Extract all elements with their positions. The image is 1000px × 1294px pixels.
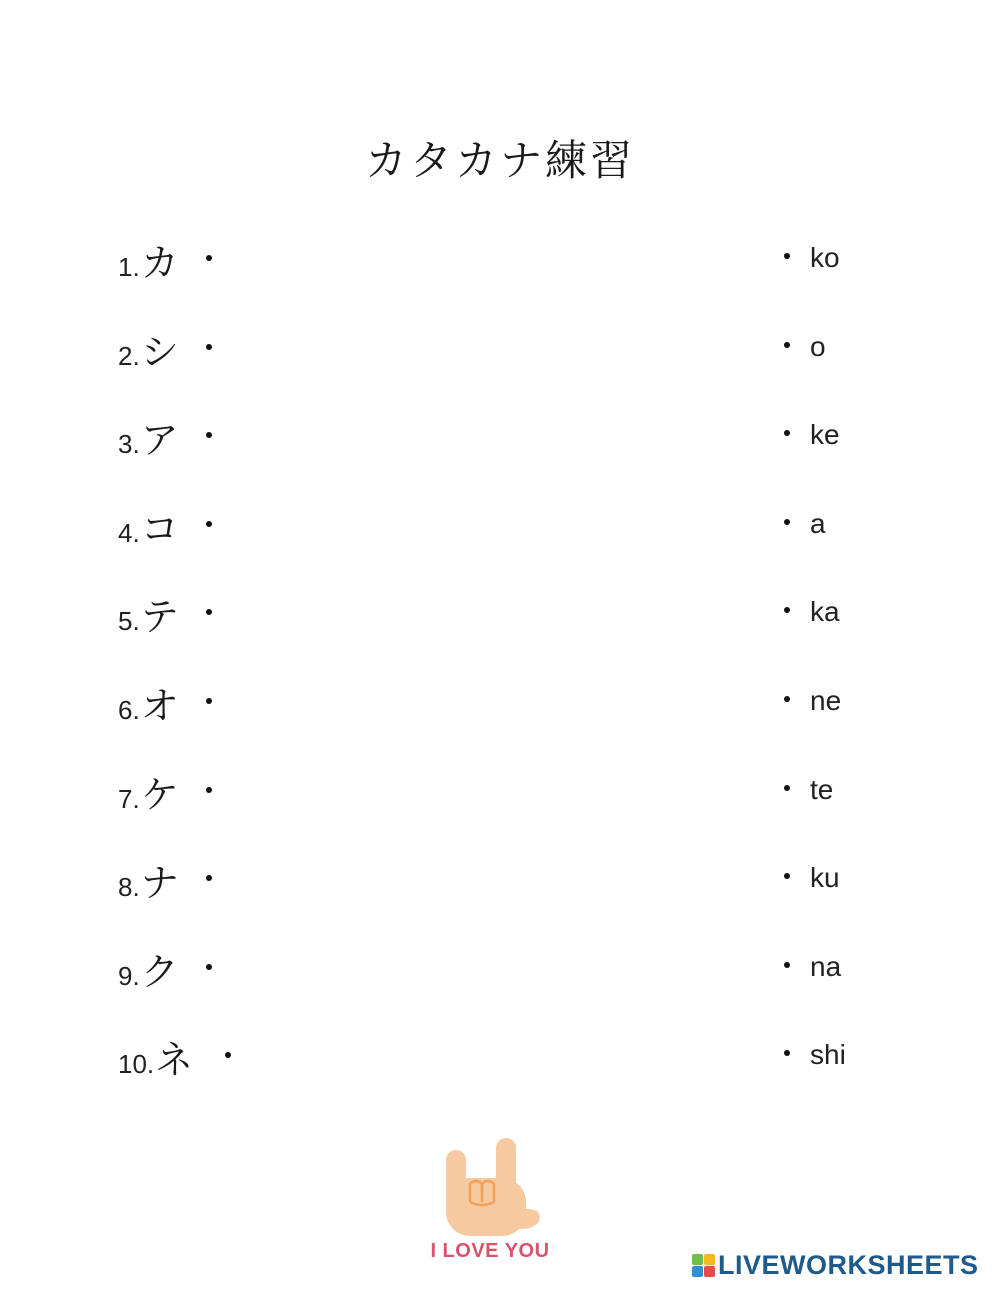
right-match-dot[interactable] (784, 342, 790, 348)
romaji-item[interactable]: ne (810, 685, 842, 716)
item-number: 5. (118, 606, 140, 637)
katakana-item[interactable] (118, 764, 179, 819)
left-match-dot[interactable] (206, 255, 212, 261)
item-number: 8. (118, 872, 140, 903)
match-row (0, 409, 1000, 469)
match-row (0, 232, 1000, 292)
katakana-item[interactable] (118, 1029, 193, 1084)
romaji-item[interactable]: o (810, 330, 826, 362)
right-match-dot[interactable] (784, 253, 790, 259)
left-match-dot[interactable] (206, 875, 212, 881)
right-match-dot[interactable] (784, 785, 790, 791)
katakana-character: カ (140, 241, 179, 285)
match-row (0, 1029, 1000, 1089)
right-match-dot[interactable] (784, 519, 790, 525)
katakana-character: ケ (140, 772, 179, 817)
katakana-character: ク (140, 949, 179, 994)
romaji-item[interactable]: ke (810, 419, 840, 451)
katakana-item[interactable] (118, 232, 179, 287)
right-match-dot[interactable] (784, 873, 790, 879)
romaji-item[interactable]: ku (810, 862, 840, 894)
match-row (0, 852, 1000, 912)
item-number: 10. (118, 1049, 155, 1080)
katakana-character: ナ (140, 861, 179, 906)
right-match-dot[interactable] (784, 696, 790, 702)
katakana-character: コ (140, 506, 179, 551)
right-match-dot[interactable] (784, 607, 790, 613)
illustration-caption: I LOVE YOU (430, 1240, 550, 1262)
worksheet-title: カタカナ練習 (364, 136, 635, 185)
romaji-item[interactable]: a (810, 507, 826, 539)
romaji-item[interactable]: te (810, 773, 834, 805)
katakana-character: ア (140, 418, 179, 463)
katakana-item[interactable] (118, 586, 179, 641)
katakana-item[interactable] (118, 321, 179, 376)
katakana-character: シ (140, 329, 179, 374)
left-match-dot[interactable] (206, 964, 212, 970)
katakana-character: テ (140, 595, 179, 640)
item-number: 2. (118, 340, 140, 371)
left-match-dot[interactable] (206, 521, 212, 527)
liveworksheets-logo[interactable] (692, 1250, 979, 1281)
item-number: 7. (118, 783, 140, 814)
item-number: 9. (118, 960, 140, 991)
katakana-item[interactable] (118, 498, 179, 553)
match-row (0, 764, 1000, 824)
romaji-item[interactable]: na (810, 950, 842, 982)
left-match-dot[interactable] (206, 344, 212, 350)
romaji-item[interactable]: ka (810, 596, 840, 628)
right-match-dot[interactable] (784, 1050, 790, 1056)
brand-name: LIVEWORKSHEETS (718, 1250, 979, 1280)
match-row (0, 498, 1000, 558)
match-row (0, 321, 1000, 381)
left-match-dot[interactable] (206, 432, 212, 438)
katakana-item[interactable] (118, 675, 179, 730)
katakana-item[interactable] (118, 941, 179, 996)
left-match-dot[interactable] (225, 1052, 231, 1058)
left-match-dot[interactable] (206, 609, 212, 615)
hand-sign-icon (430, 1130, 560, 1250)
match-row (0, 941, 1000, 1001)
left-match-dot[interactable] (206, 698, 212, 704)
match-row (0, 586, 1000, 646)
item-number: 4. (118, 517, 140, 548)
right-match-dot[interactable] (784, 430, 790, 436)
katakana-character: ネ (155, 1038, 194, 1083)
liveworksheets-icon (692, 1254, 715, 1277)
item-number: 3. (118, 429, 140, 460)
left-match-dot[interactable] (206, 787, 212, 793)
item-number: 1. (118, 252, 140, 282)
match-row (0, 675, 1000, 735)
katakana-character: オ (140, 684, 179, 728)
item-number: 6. (118, 695, 140, 725)
romaji-item[interactable]: shi (810, 1039, 846, 1071)
romaji-item[interactable]: ko (810, 242, 840, 273)
katakana-item[interactable] (118, 852, 179, 907)
katakana-item[interactable] (118, 409, 179, 464)
right-match-dot[interactable] (784, 962, 790, 968)
